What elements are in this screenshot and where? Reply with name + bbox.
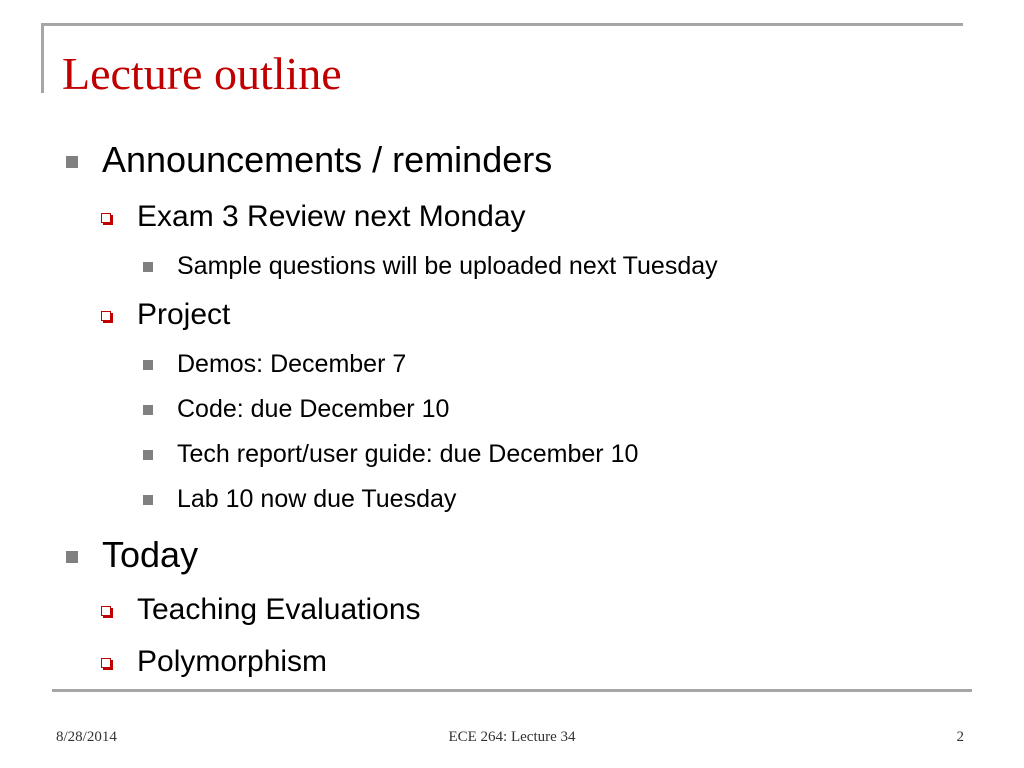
square-bullet-icon <box>143 450 153 460</box>
outline-item-text: Exam 3 Review next Monday <box>137 200 526 233</box>
outline-item-text: Demos: December 7 <box>177 350 407 378</box>
outline-item-text: Announcements / reminders <box>102 139 553 180</box>
footer-date: 8/28/2014 <box>56 729 117 745</box>
square-bullet-icon <box>143 360 153 370</box>
square-bullet-icon <box>143 495 153 505</box>
outline-item-text: Lab 10 now due Tuesday <box>177 485 457 513</box>
footer-page-number: 2 <box>956 729 964 745</box>
outline-item-text: Today <box>102 534 199 575</box>
outline-item-text: Polymorphism <box>137 645 328 678</box>
outline-item-text: Tech report/user guide: due December 10 <box>177 440 639 468</box>
square-bullet-icon <box>143 405 153 415</box>
outline-item-text: Teaching Evaluations <box>137 593 421 626</box>
hollow-square-bullet-icon <box>101 213 111 223</box>
outline-item-text: Sample questions will be uploaded next Tuesday <box>177 252 718 280</box>
footer-course: ECE 264: Lecture 34 <box>448 729 576 745</box>
outline-item-text: Project <box>137 298 231 331</box>
hollow-square-bullet-icon <box>101 311 111 321</box>
slide-title: Lecture outline <box>62 48 342 99</box>
square-bullet-icon <box>66 551 78 563</box>
square-bullet-icon <box>66 156 78 168</box>
hollow-square-bullet-icon <box>101 658 111 668</box>
footer-rule <box>52 689 972 692</box>
hollow-square-bullet-icon <box>101 606 111 616</box>
square-bullet-icon <box>143 262 153 272</box>
outline-item-text: Code: due December 10 <box>177 395 450 423</box>
